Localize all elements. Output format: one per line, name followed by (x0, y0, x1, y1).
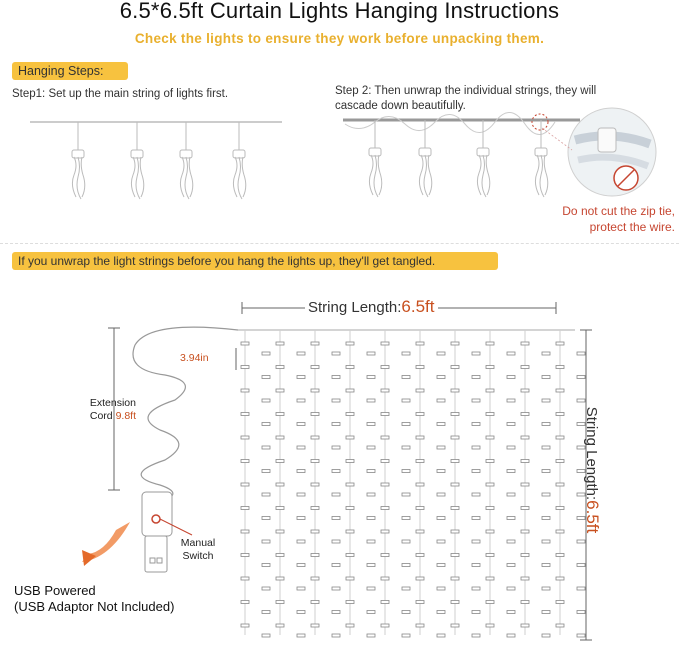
bulb (381, 577, 389, 580)
bulb (521, 460, 529, 463)
bulb (437, 376, 445, 379)
light-bundle (419, 120, 432, 197)
bulb (311, 577, 319, 580)
bulb (437, 352, 445, 355)
bulb (451, 460, 459, 463)
bulb (297, 634, 305, 637)
bulb (556, 342, 564, 345)
bulb (381, 530, 389, 533)
extension-cord-label (72, 397, 136, 423)
bulb (262, 540, 270, 543)
bulb (507, 423, 515, 426)
step1-text: Step1: Set up the main string of lights first. (12, 88, 229, 100)
bulb (507, 493, 515, 496)
bulb (451, 554, 459, 557)
bulb (402, 540, 410, 543)
cord-value: 9.8ft (115, 410, 136, 422)
bulb (416, 483, 424, 486)
bulb (416, 624, 424, 627)
bulb (381, 483, 389, 486)
bulb (521, 342, 529, 345)
bulb (521, 624, 529, 627)
bulb (367, 352, 375, 355)
bulb (346, 530, 354, 533)
bulb (311, 624, 319, 627)
bulb (542, 587, 550, 590)
bulb (416, 554, 424, 557)
bulb (521, 436, 529, 439)
bulb (402, 376, 410, 379)
bulb (311, 601, 319, 604)
light-bundle (369, 120, 382, 197)
bulb (416, 413, 424, 416)
bulb (542, 470, 550, 473)
bulb (367, 399, 375, 402)
bulb (311, 530, 319, 533)
bulb (402, 470, 410, 473)
bulb (332, 634, 340, 637)
bulb (262, 446, 270, 449)
bulb (297, 517, 305, 520)
bulb (451, 577, 459, 580)
side-length-text: String Length: (583, 406, 600, 501)
bulb (262, 423, 270, 426)
side-length-label (575, 310, 605, 640)
bulb (486, 413, 494, 416)
bulb (262, 399, 270, 402)
bulb (507, 399, 515, 402)
bulb (262, 493, 270, 496)
bulb (472, 376, 480, 379)
bulb (486, 389, 494, 392)
section-divider (0, 243, 679, 244)
bulb (367, 423, 375, 426)
bulb (276, 460, 284, 463)
bulb (507, 634, 515, 637)
bulb (276, 342, 284, 345)
bulb (507, 564, 515, 567)
bulb (451, 413, 459, 416)
bulb (486, 507, 494, 510)
bulb (381, 342, 389, 345)
bulb (262, 564, 270, 567)
bulb (241, 389, 249, 392)
bulb (262, 611, 270, 614)
bulb (276, 554, 284, 557)
bulb (451, 366, 459, 369)
bulb (437, 587, 445, 590)
bulb (276, 624, 284, 627)
bulb (276, 413, 284, 416)
bulb (332, 352, 340, 355)
bulb (416, 601, 424, 604)
top-length-label (305, 297, 438, 317)
bulb (276, 366, 284, 369)
bulb (486, 601, 494, 604)
bulb (297, 399, 305, 402)
bulb (556, 507, 564, 510)
bulb (297, 446, 305, 449)
bulb (346, 554, 354, 557)
bulb (556, 389, 564, 392)
bulb (507, 376, 515, 379)
bulb (332, 587, 340, 590)
bulb (556, 483, 564, 486)
tangle-warning: If you unwrap the light strings before you hang the lights up, they'll get tangled. (12, 252, 498, 270)
bulb (332, 470, 340, 473)
bulb (437, 611, 445, 614)
bulb (381, 507, 389, 510)
bulb (381, 436, 389, 439)
bulb (332, 399, 340, 402)
bulb (556, 530, 564, 533)
bulb (542, 540, 550, 543)
bulb (416, 342, 424, 345)
bulb (542, 423, 550, 426)
bulb (402, 423, 410, 426)
bulb (472, 399, 480, 402)
bulb (367, 446, 375, 449)
bulb (402, 611, 410, 614)
bulb (311, 436, 319, 439)
bulb (262, 634, 270, 637)
bulb (332, 564, 340, 567)
bulb (367, 493, 375, 496)
bulb (486, 554, 494, 557)
bulb (367, 376, 375, 379)
bulb (346, 366, 354, 369)
bulb (437, 540, 445, 543)
bulb (241, 436, 249, 439)
bulb (297, 376, 305, 379)
bulb (507, 470, 515, 473)
bulb (542, 493, 550, 496)
bulb (556, 624, 564, 627)
bulb (346, 483, 354, 486)
bulb (507, 611, 515, 614)
bulb (521, 483, 529, 486)
bulb (297, 352, 305, 355)
bulb (367, 540, 375, 543)
bulb (332, 517, 340, 520)
bulb (332, 611, 340, 614)
bulb (241, 507, 249, 510)
bulb (472, 611, 480, 614)
bulb (437, 423, 445, 426)
bulb (276, 436, 284, 439)
bulb (346, 624, 354, 627)
bulb (346, 577, 354, 580)
bulb (556, 460, 564, 463)
bulb (311, 389, 319, 392)
bulb (472, 423, 480, 426)
bulb (542, 634, 550, 637)
bulb (472, 493, 480, 496)
zip-tie-warning: Do not cut the zip tie, protect the wire. (562, 204, 675, 234)
bulb (507, 517, 515, 520)
bulb (402, 517, 410, 520)
bulb (241, 601, 249, 604)
usb-line2: (USB Adaptor Not Included) (14, 599, 175, 614)
bulb (297, 564, 305, 567)
bulb (451, 530, 459, 533)
light-bundle (477, 120, 490, 197)
bulb (542, 352, 550, 355)
bulb (276, 389, 284, 392)
bulb (241, 342, 249, 345)
bulb (332, 423, 340, 426)
bulb (521, 577, 529, 580)
bulb (486, 577, 494, 580)
bulb (556, 436, 564, 439)
bulb (507, 587, 515, 590)
bulb (556, 413, 564, 416)
bulb (521, 507, 529, 510)
bulb (346, 601, 354, 604)
bulb (381, 624, 389, 627)
bulb (262, 517, 270, 520)
bulb (451, 436, 459, 439)
bulb (346, 436, 354, 439)
top-length-text: String Length: (308, 299, 402, 316)
bulb (241, 413, 249, 416)
bulb (381, 460, 389, 463)
bulb (542, 517, 550, 520)
bulb (472, 634, 480, 637)
bulb (381, 389, 389, 392)
bulb (451, 624, 459, 627)
bulb (276, 507, 284, 510)
bulb (486, 530, 494, 533)
bulb (241, 483, 249, 486)
bulb (486, 366, 494, 369)
bulb (367, 564, 375, 567)
bulb (472, 564, 480, 567)
bulb (437, 493, 445, 496)
bulb (416, 577, 424, 580)
bulb (402, 587, 410, 590)
bulb (507, 540, 515, 543)
bulb (472, 517, 480, 520)
bulb (437, 399, 445, 402)
manual-switch-label: Manual Switch (180, 537, 216, 562)
bulb (486, 460, 494, 463)
bulb (437, 446, 445, 449)
bulb-spacing-label: 3.94in (180, 352, 209, 364)
bulb (521, 601, 529, 604)
bulb (451, 601, 459, 604)
bulb (472, 470, 480, 473)
bulb (416, 530, 424, 533)
bulb (416, 507, 424, 510)
bulb (297, 587, 305, 590)
bulb (241, 460, 249, 463)
bulb (437, 517, 445, 520)
bulb (521, 413, 529, 416)
bulb (486, 342, 494, 345)
bulb (451, 483, 459, 486)
bulb (472, 446, 480, 449)
bulb (381, 601, 389, 604)
bulb (276, 601, 284, 604)
light-bundle (72, 122, 85, 199)
bulb (241, 530, 249, 533)
bulb (276, 530, 284, 533)
side-length-value: 6.5ft (583, 500, 602, 534)
bulb (486, 483, 494, 486)
bulb (542, 376, 550, 379)
bulb (556, 554, 564, 557)
bulb (262, 376, 270, 379)
bulb (472, 587, 480, 590)
bulb (521, 366, 529, 369)
bulb (521, 389, 529, 392)
bulb (402, 446, 410, 449)
bulb (437, 634, 445, 637)
bulb (297, 611, 305, 614)
bulb (437, 470, 445, 473)
bulb (381, 554, 389, 557)
bulb (332, 540, 340, 543)
bulb (542, 611, 550, 614)
bulb (451, 507, 459, 510)
bulb (367, 611, 375, 614)
bulb (367, 470, 375, 473)
bulb (381, 366, 389, 369)
bulb (346, 342, 354, 345)
usb-line1: USB Powered (14, 583, 96, 598)
bulb (241, 554, 249, 557)
bulb (416, 460, 424, 463)
bulb (262, 352, 270, 355)
bulb (332, 446, 340, 449)
light-bundle (180, 122, 193, 199)
bulb (402, 493, 410, 496)
bulb (486, 436, 494, 439)
bulb (472, 352, 480, 355)
bulb (311, 507, 319, 510)
bulb (241, 366, 249, 369)
top-length-value: 6.5ft (401, 297, 435, 316)
bulb (451, 389, 459, 392)
bulb (367, 587, 375, 590)
bulb (311, 554, 319, 557)
page-subtitle: Check the lights to ensure they work before unpacking them. (134, 31, 545, 46)
bulb (402, 634, 410, 637)
bulb (507, 352, 515, 355)
step2-text: Step 2: Then unwrap the individual strings, they will cascade down beautifully. (335, 85, 597, 112)
bulb (472, 540, 480, 543)
bulb (521, 554, 529, 557)
cord-text: Extension Cord (89, 397, 136, 422)
bulb (521, 530, 529, 533)
bulb (276, 577, 284, 580)
bulb (381, 413, 389, 416)
bulb (507, 446, 515, 449)
hanging-steps-heading: Hanging Steps: (12, 62, 128, 80)
bulb (367, 634, 375, 637)
bulb (311, 460, 319, 463)
bulb (311, 342, 319, 345)
bulb (297, 493, 305, 496)
bulb (332, 493, 340, 496)
bulb (297, 423, 305, 426)
bulb (402, 352, 410, 355)
bulb (262, 470, 270, 473)
bulb (311, 366, 319, 369)
bulb (556, 577, 564, 580)
bulb (276, 483, 284, 486)
bulb (556, 366, 564, 369)
bulb (542, 564, 550, 567)
bulb (297, 470, 305, 473)
bulb (416, 389, 424, 392)
bulb (346, 389, 354, 392)
bulb (451, 342, 459, 345)
bulb (416, 366, 424, 369)
bulb (241, 577, 249, 580)
bulb (346, 460, 354, 463)
light-bundle (233, 122, 246, 199)
light-bundle (131, 122, 144, 199)
bulb (542, 399, 550, 402)
bulb (346, 507, 354, 510)
bulb (437, 564, 445, 567)
bulb (311, 413, 319, 416)
usb-power-label (14, 583, 174, 615)
bulb (311, 483, 319, 486)
bulb (542, 446, 550, 449)
light-bundle (535, 120, 548, 197)
bulb (486, 624, 494, 627)
bulb (402, 564, 410, 567)
page-title: 6.5*6.5ft Curtain Lights Hanging Instructions (119, 0, 560, 23)
bulb (262, 587, 270, 590)
bulb (367, 517, 375, 520)
bulb (332, 376, 340, 379)
bulb (346, 413, 354, 416)
bulb (402, 399, 410, 402)
bulb (241, 624, 249, 627)
bulb (297, 540, 305, 543)
bulb (556, 601, 564, 604)
bulb (416, 436, 424, 439)
